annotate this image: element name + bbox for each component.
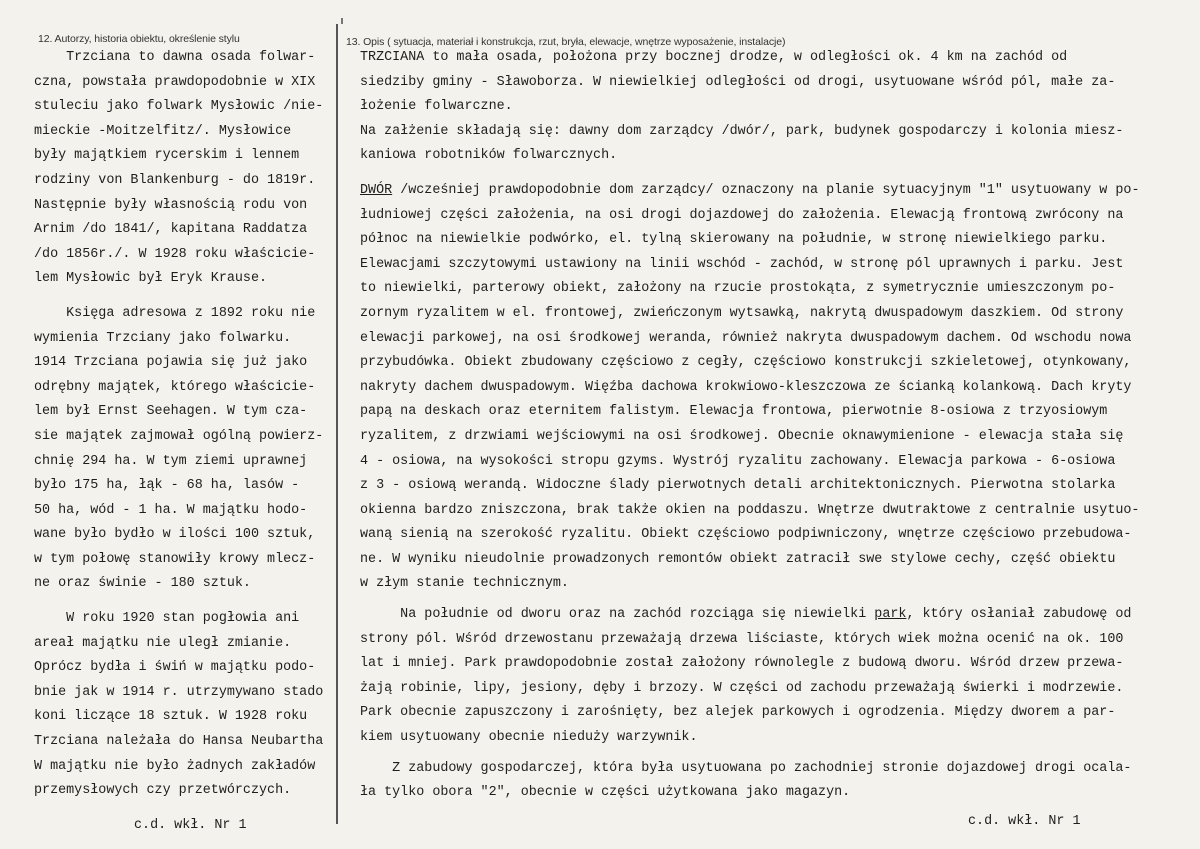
text-line: elewacji parkowej, na osi środkowej weranda, również nakryta dwuspadowym dachem. Od wschodu nowa	[360, 330, 1132, 346]
text-line: przemysłowych czy przetwórczych.	[34, 783, 292, 799]
text-line: Park obecnie zapuszczony i zarośnięty, bez alejek parkowych i ogrodzenia. Między dworem a par-	[360, 705, 1116, 721]
text-line: mieckie -Moitzelfitz/. Mysłowice	[34, 123, 292, 139]
text-line: lem Mysłowic był Eryk Krause.	[34, 271, 268, 287]
text-line: lem był Ernst Seehagen. W tym cza-	[34, 404, 308, 420]
park-first-text-end: , który osłaniał zabudowę od	[906, 607, 1132, 623]
text-line: łożenie folwarczne.	[360, 99, 513, 115]
text-line: koni liczące 18 sztuk. W 1928 roku	[34, 709, 308, 725]
left-section-header: 12. Autorzy, historia obiektu, określenie stylu	[38, 33, 240, 45]
text-line: strony pól. Wśród drzewostanu przeważają drzewa liściaste, których wiek można ocenić na ok. 100	[360, 631, 1124, 647]
park-first-line	[360, 603, 1156, 628]
text-line: odrębny majątek, którego właściciе-	[34, 379, 316, 395]
text-line: kiem usytuowany obecnie nieduży warzywnik.	[360, 730, 698, 746]
description-column	[360, 46, 1156, 806]
text-line: północ na niewielkie podwórko, el. tylną skierowany na południe, w stronę niewielkiego parku.	[360, 232, 1108, 248]
text-line: Trzciana to dawna osada folwar-	[34, 50, 316, 65]
text-line: w złym stanie technicznym.	[360, 576, 569, 592]
text-line: W majątku nie było żadnych zakładów	[34, 758, 316, 774]
text-line: przybudówka. Obiekt zbudowany częściowo z cegły, częściowo konstrukcji szkieletowej, otynkowany,	[360, 355, 1132, 371]
text-line: Arnim /do 1841/, kapitana Raddatza	[34, 222, 308, 238]
text-line: ła tylko obora "2", obecnie w części użytkowana jako magazyn.	[360, 785, 851, 801]
text-line	[34, 597, 330, 607]
text-line: Na załżenie składają się: dawny dom zarządcy /dwór/, park, budynek gospodarczy i kolonia miesz-	[360, 123, 1124, 139]
text-line: Następnie były własnością rodu von	[34, 197, 308, 213]
text-line: z 3 - osiową werandą. Widoczne ślady pierwotnych detali architektonicznych. Pierwotna stolarka	[360, 478, 1116, 494]
text-line: 4 - osiowa, na wysokości stropu gzyms. Wystrój ryzalitu zachowany. Elewacja parkowa - 6-osiowa	[360, 453, 1116, 469]
text-line: czna, powstała prawdopodobnie w XIX	[34, 74, 316, 90]
text-line: łudniowej części założenia, na osi drogi dojazdowej do założenia. Elewacją frontową zwrócony na	[360, 207, 1124, 223]
text-line: ne. W wyniku nieudolnie prowadzonych remontów obiekt zatracił swe stylowe cechy, część obiektu	[360, 551, 1116, 567]
intro-paragraph	[360, 46, 1156, 169]
park-first-text: Na południe od dworu oraz na zachód rozciąga się niewielki	[360, 607, 875, 623]
column-divider	[336, 24, 338, 824]
text-line: Z zabudowy gospodarczej, która była usytuowana po zachodniej stronie dojazdowej drogi ocala-	[360, 760, 1132, 776]
dwor-heading: DWÓR	[360, 182, 393, 198]
text-line: chnię 294 ha. W tym ziemi uprawnej	[34, 453, 308, 469]
text-line: TRZCIANA to mała osada, położona przy bocznej drodze, w odległości ok. 4 km na zachód od	[360, 50, 1068, 65]
text-line: wymienia Trzciany jako folwarku.	[34, 330, 292, 346]
text-line: ryzalitem, z drzwiami wejściowymi na osi środkowej. Obecnie oknawymienione - elewacja stała się	[360, 428, 1124, 444]
text-line: sie majątek zajmował ogólną powierz-	[34, 428, 324, 444]
text-line: rodziny von Blankenburg - do 1819r.	[34, 172, 316, 188]
text-line: papą na deskach oraz eternitem falistym. Elewacja frontowa, pierwotnie 8-osiowa z trzyosiowym	[360, 404, 1108, 420]
text-line: wane było bydło w ilości 100 sztuk,	[34, 527, 316, 543]
left-continuation-note: c.d. wkł. Nr 1	[134, 818, 247, 833]
dwor-paragraph	[360, 204, 1156, 598]
text-line: waną sienią na szerokość ryzalitu. Obiekt częściowo podpiwniczony, wnętrze częściowo przebudowa-	[360, 527, 1132, 543]
text-line: 50 ha, wód - 1 ha. W majątku hodo-	[34, 502, 308, 518]
text-line: było 175 ha, łąk - 68 ha, lasów -	[34, 478, 300, 494]
text-line: lat i mniej. Park prawdopodobnie został założony równolegle z budową dworu. Wśród drzew przewa-	[360, 656, 1124, 672]
text-line: nakryty dachem dwuspadowym. Więźba dachowa krokwiowo-kleszczowa ze ścianką kolankową. Dach kryty	[360, 379, 1132, 395]
right-continuation-note: c.d. wkł. Nr 1	[968, 814, 1081, 829]
park-paragraph	[360, 628, 1156, 751]
text-line: były majątkiem rycerskim i lennem	[34, 148, 300, 164]
text-line: Oprócz bydła i świń w majątku podo-	[34, 660, 316, 676]
text-line: W roku 1920 stan pogłowia ani	[34, 611, 300, 627]
scan-mark	[341, 18, 343, 24]
text-line: siedziby gminy - Sławoborza. W niewielkiej odległości od drogi, usytuowane wśród pól, małe za-	[360, 74, 1116, 90]
text-line: to niewielki, parterowy obiekt, założony na rzucie prostokąta, z symetrycznie umieszczonym po-	[360, 281, 1116, 297]
text-line: areał majątku nie uległ zmianie.	[34, 635, 292, 651]
text-line: 1914 Trzciana pojawia się już jako	[34, 355, 308, 371]
text-line: Elewacjami szczytowymi ustawiony na linii wschód - zachód, w stronę pól uprawnych i parku. Jest	[360, 256, 1124, 272]
right-section-header: 13. Opis ( sytuacja, materiał i konstrukcja, rzut, bryła, elewacje, wnętrze wyposażenie, instalacje)	[346, 36, 786, 48]
text-line: Trzciana należała do Hansa Neubartha	[34, 734, 324, 750]
text-line	[34, 292, 330, 302]
text-line: stuleciu jako folwark Mysłowic /nie-	[34, 99, 324, 115]
text-line: żają robinie, lipy, jesiony, dęby i brzozy. W części od zachodu przeważają świerki i modrzewie.	[360, 680, 1124, 696]
text-line: Księga adresowa z 1892 roku nie	[34, 305, 316, 321]
text-line: kaniowa robotników folwarcznych.	[360, 148, 618, 164]
history-column	[34, 46, 330, 804]
text-line: okienna bardzo zniszczona, brak także okien na poddaszu. Wnętrze dwutraktowe z centralnie usytuo-	[360, 502, 1140, 518]
park-heading: park	[874, 607, 907, 623]
text-line: zornym ryzalitem w el. frontowej, zwieńczonym wytsawką, nakrytą dwuspadowym daszkiem. Od strony	[360, 305, 1124, 321]
dwor-first-line	[360, 179, 1156, 204]
text-line: w tym połowę stanowiły krowy mlecz-	[34, 551, 316, 567]
text-line: ne oraz świnie - 180 sztuk.	[34, 576, 251, 592]
dwor-first-text: /wcześniej prawdopodobnie dom zarządcy/ oznaczony na planie sytuacyjnym "1" usytuowany w po-	[392, 182, 1140, 198]
text-line: /do 1856r./. W 1928 roku właściciе-	[34, 246, 316, 262]
farm-buildings-paragraph	[360, 757, 1156, 806]
text-line: bnie jak w 1914 r. utrzymywano stado	[34, 684, 324, 700]
